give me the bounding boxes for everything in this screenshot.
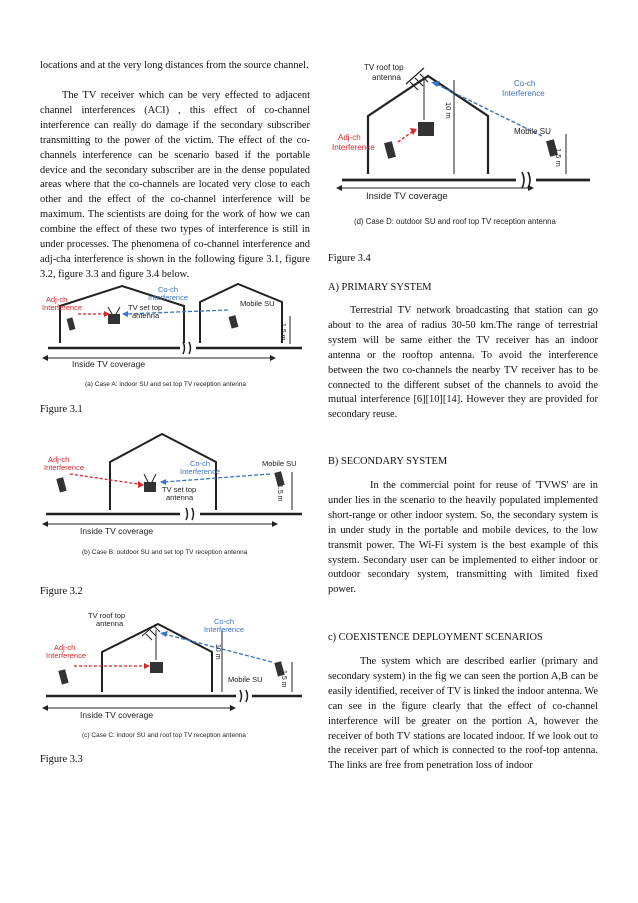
fig2-adj-label2: Interference [44, 463, 85, 472]
fig2-tv-label2: antenna [166, 493, 194, 502]
figure-3-1 [40, 278, 315, 398]
section-a-heading: A) PRIMARY SYSTEM [328, 282, 432, 293]
fig1-tv-label: TV set top [128, 303, 163, 312]
figure-3-2 [40, 428, 315, 568]
left-para-1: locations and at the very long distances from the source channel. [40, 60, 309, 71]
fig1-adj-label2: Interference [42, 303, 83, 312]
fig4-adj-label: Adj-ch [338, 133, 361, 142]
fig4-adj-label2: Interference [332, 143, 375, 152]
fig3-subcaption: (c) Case C: indoor SU and roof top TV reception antenna [82, 732, 246, 739]
fig3-adj-label2: Interference [46, 651, 87, 660]
fig2-mobile-label: Mobile SU [262, 459, 297, 468]
section-c-text: The system which are described earlier (primary and secondary system) in the fig we can seen the portion A,B can be easily identified, receiver of TV is linked the indoor antenna. We can see in the figure clearly that the effect of co-channel interference will be greater on the portion A, however the receiver of both TV stations are located indoor. If we look out to the receiver part of which is connected to the roof-top antenna. The links are free from penetration loss of indoor [328, 656, 598, 772]
figure-3-3-caption: Figure 3.3 [40, 754, 83, 765]
fig4-co-label: Co-ch [514, 79, 536, 88]
fig2-subcaption: (b) Case B: outdoor SU and set top TV reception antenna [82, 549, 248, 556]
fig2-height-label: 1.5 m [276, 484, 283, 502]
fig4-height-label: 1.5 m [554, 148, 563, 167]
figure-3-4-caption: Figure 3.4 [328, 253, 371, 264]
fig2-adj-label: Adj-ch [48, 455, 70, 464]
fig1-subcaption: (a) Case A: indoor SU and set top TV reception antenna [85, 381, 247, 388]
fig2-co-label2: Interference [180, 467, 221, 476]
fig3-mobile-label: Mobile SU [228, 675, 263, 684]
section-b-text: In the commercial point for reuse of 'TVWS' are in under lies in the scenario to the heavily populated implemented short-range or other indoor system. So, the secondary system is in under study in the portable and mobile devices, to the low transmit power. The Wi-Fi system is the best example of this system. Secondary user can be implemented to either indoor or outdoor secondary system, transmitting with limited fixed power. [328, 480, 598, 596]
fig1-adj-label: Adj-ch [46, 295, 68, 304]
fig1-co-label: Co-ch [158, 285, 179, 294]
fig1-co-label2: Interference [148, 293, 189, 302]
figure-3-4 [328, 56, 603, 236]
fig3-coverage-label: Inside TV coverage [80, 710, 154, 720]
fig4-mobile-label: Mobile SU [514, 127, 551, 136]
fig2-coverage-label: Inside TV coverage [80, 526, 154, 536]
fig2-tv-label: TV set top [162, 485, 197, 494]
figure-3-3 [40, 610, 315, 745]
section-a-text: Terrestrial TV network broadcasting that station can go about to the area of radius 30-50 km.The range of terrestrial system will be same either the TV receiver has an indoor antenna or the rooftop antenna. To avoid the interference between the two co-channels the nearby TV receiver has to be connected to the different subset of the channels to avoid the mutual interference [6][10][14]. However they are provided for secondary reuse. [328, 305, 598, 421]
fig4-roof-label: TV roof top [364, 63, 404, 72]
fig4-height10-label: 10 m [444, 102, 453, 119]
section-c-heading: c) COEXISTENCE DEPLOYMENT SCENARIOS [328, 632, 543, 643]
fig3-roof-label: TV roof top [88, 611, 126, 620]
figure-3-2-caption: Figure 3.2 [40, 586, 83, 597]
fig3-adj-label: Adj-ch [54, 643, 76, 652]
left-para-2: The TV receiver which can be very effected to adjacent channel interferences (ACI) , this effect of co-channel interference can really do damage if the secondary subscriber transmitting to the power of the victim. The effect of the co-channels interference can be scenario based if the portable device and the secondary subscriber are in the dense populated areas where that the co-channels are located very close to each other and the effect of the co-channel interference will be maximum. The scientists are doing for the work of how we can combine the effect of these two types of interference is still in under processes. The phenomena of co-channel interference and adj-cha interference is shown in the following figure 3.1, figure 3.2, figure 3.3 and figure 3.4 below. [40, 90, 310, 280]
fig1-coverage-label: Inside TV coverage [72, 359, 146, 369]
fig1-height-label: 1.5 m [279, 323, 286, 341]
fig2-co-label: Co-ch [190, 459, 211, 468]
fig4-co-label2: Interference [502, 89, 545, 98]
fig1-mobile-label: Mobile SU [240, 299, 275, 308]
figure-3-1-caption: Figure 3.1 [40, 404, 83, 415]
fig3-co-label: Co-ch [214, 617, 235, 626]
fig4-subcaption: (d) Case D: outdoor SU and roof top TV reception antenna [354, 217, 556, 226]
fig4-coverage-label: Inside TV coverage [366, 191, 448, 202]
fig3-height-label: 1.5 m [280, 670, 287, 688]
fig3-height10-label: 10 m [214, 644, 221, 660]
fig3-co-label2: Interference [204, 625, 245, 634]
fig1-tv-label2: antenna [132, 311, 160, 320]
section-b-heading: B) SECONDARY SYSTEM [328, 456, 448, 467]
fig3-roof-label2: antenna [96, 619, 124, 628]
fig4-roof-label2: antenna [372, 73, 401, 82]
